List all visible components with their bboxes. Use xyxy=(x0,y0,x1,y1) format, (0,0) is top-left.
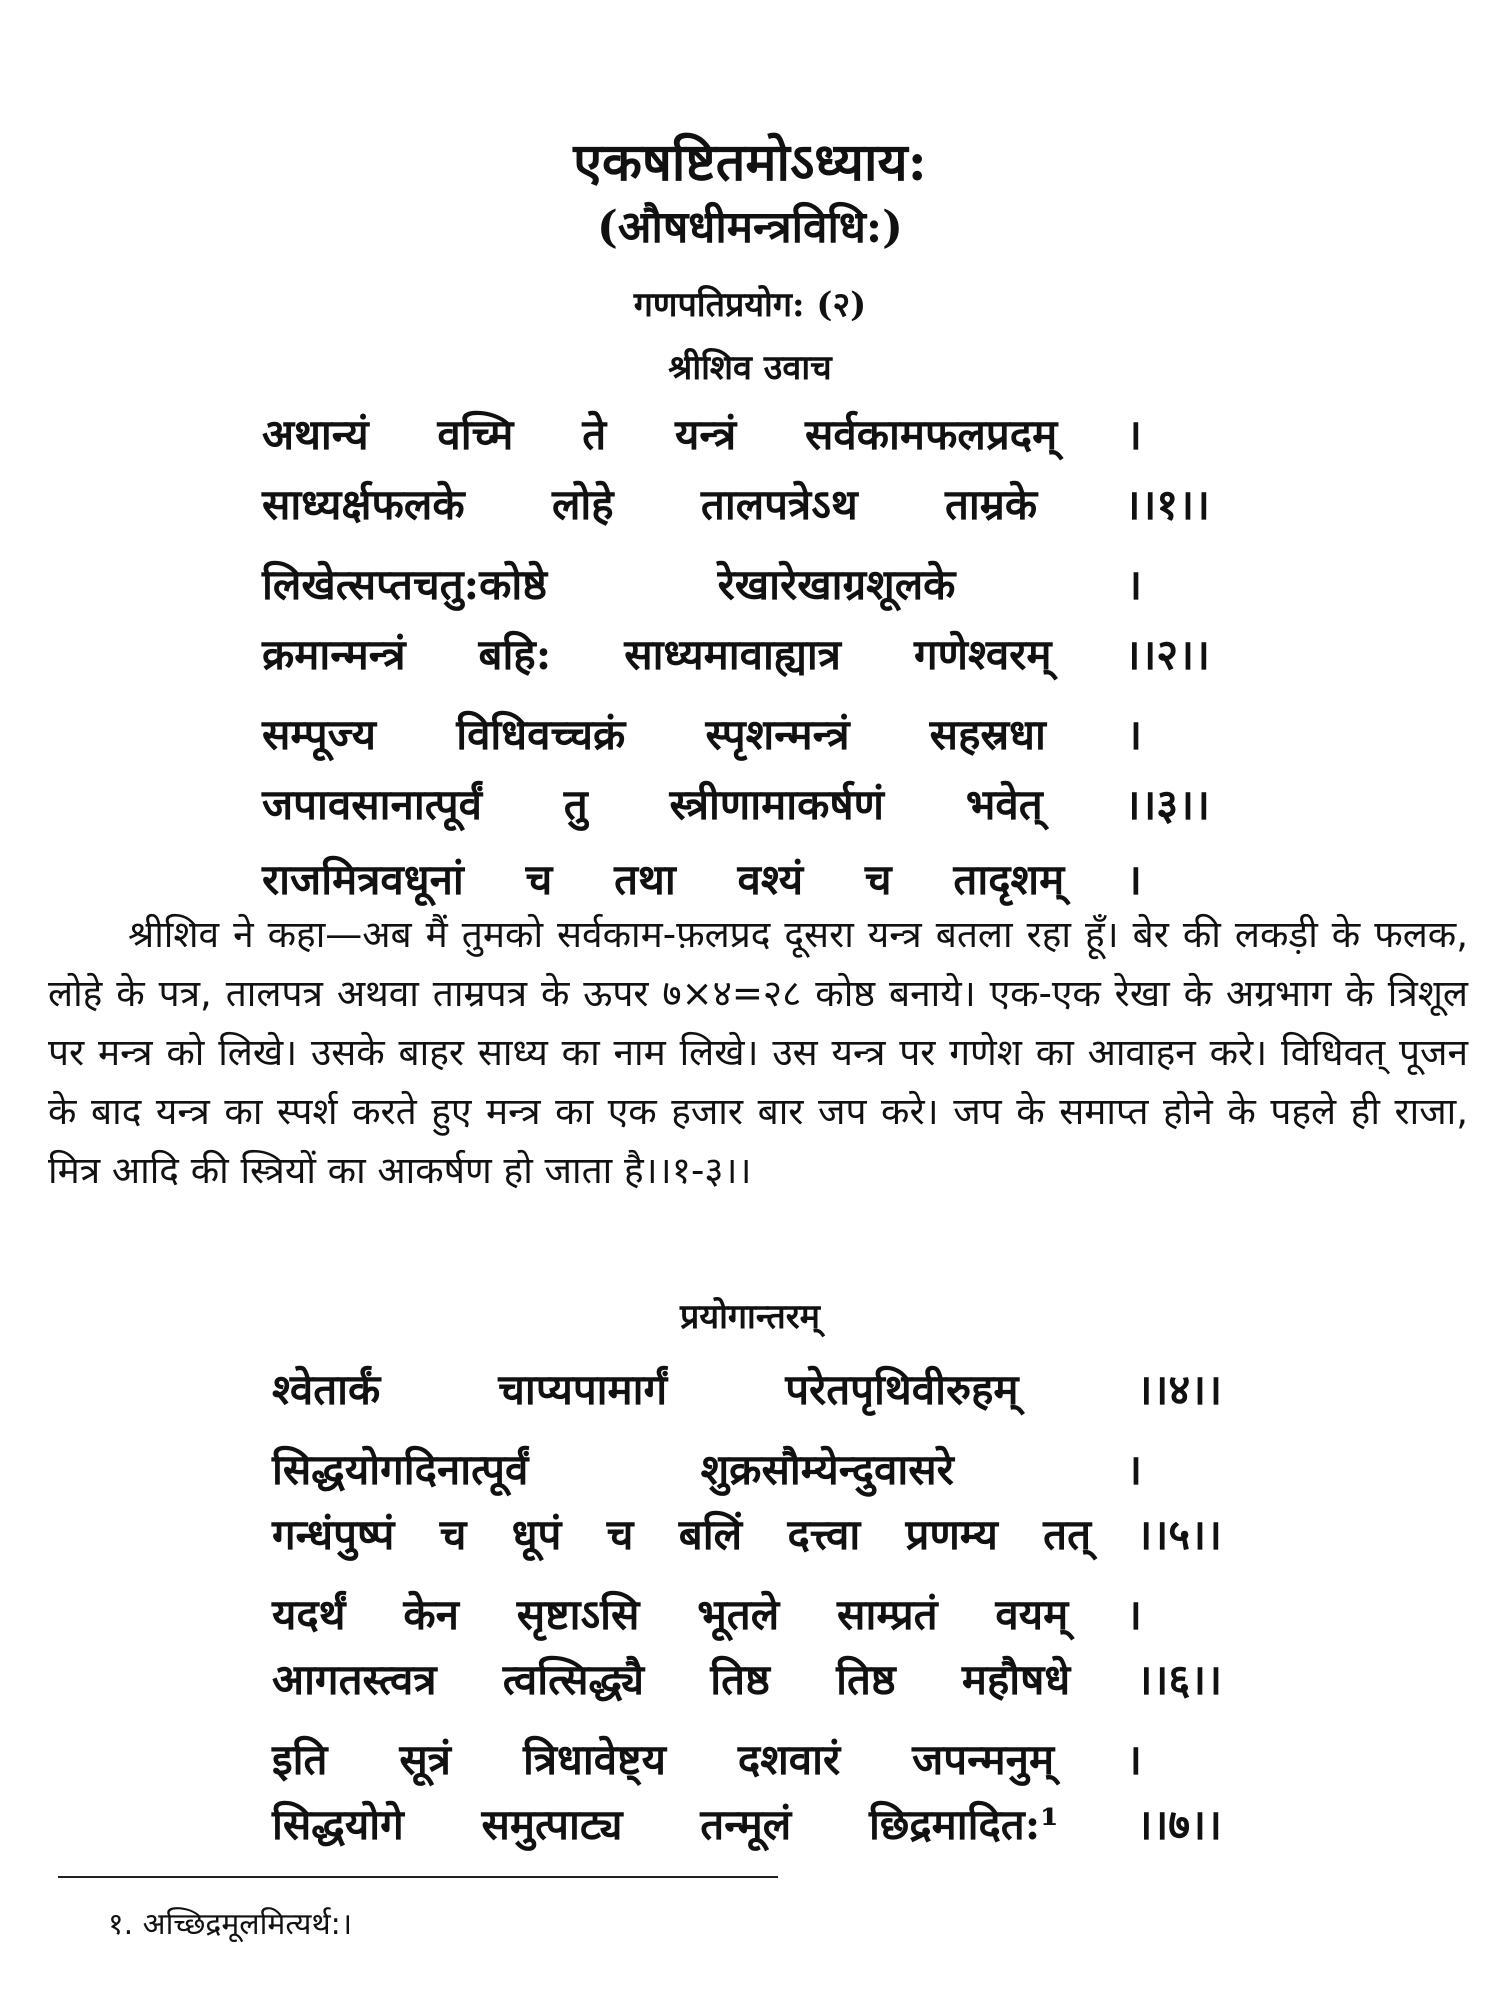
verse-word: ।।५।। xyxy=(1136,1510,1222,1559)
verse-word: त्रिधावेष्ट्य xyxy=(522,1735,666,1784)
verse-word: राजमित्रवधूनां xyxy=(262,855,464,904)
verse-line xyxy=(262,850,1142,907)
verse-line xyxy=(272,1730,1142,1787)
verse-word: ।।६।। xyxy=(1136,1655,1222,1704)
verse-word: । xyxy=(1126,1445,1142,1494)
verse-word: वश्यं xyxy=(737,855,804,904)
verse-word: शुक्रसौम्येन्दुवासरे xyxy=(700,1445,954,1494)
verse-word: च xyxy=(439,1510,467,1559)
verse-word: साध्यर्क्षफलके xyxy=(262,480,465,529)
verse-line xyxy=(262,555,1142,612)
verse-line xyxy=(272,1505,1222,1562)
verse-word: यन्त्रं xyxy=(674,410,737,459)
verse-word: लोहे xyxy=(551,480,614,529)
verse-word: सिद्धयोगदिनात्पूर्वं xyxy=(272,1445,529,1494)
verse-word: रेखारेखाग्रशूलके xyxy=(717,560,956,609)
verse-word: श्वेतार्कं xyxy=(272,1365,381,1414)
verse-word: ते xyxy=(582,410,607,459)
verse-word: त्वत्सिद्ध्यै xyxy=(502,1655,645,1704)
verse-word: । xyxy=(1126,560,1142,609)
verse-word: तन्मूलं xyxy=(700,1800,792,1849)
verse-line xyxy=(262,625,1210,682)
verse-word: आगतस्त्वत्र xyxy=(272,1655,437,1704)
verse-word: ।।४।। xyxy=(1136,1365,1222,1414)
verse-word: ।।३।। xyxy=(1124,780,1210,829)
verse-word: लिखेत्सप्तचतु:कोष्ठे xyxy=(262,560,547,609)
verse-word: ताम्रके xyxy=(944,480,1038,529)
verse-word: तु xyxy=(563,780,588,829)
verse-word: महौषधे xyxy=(961,1655,1071,1704)
verse-word: दशवारं xyxy=(737,1735,841,1784)
verse-word: तत् xyxy=(1043,1510,1092,1559)
verse-word: । xyxy=(1126,410,1142,459)
verse-word: प्रणम्य xyxy=(905,1510,998,1559)
verse-line xyxy=(272,1650,1222,1707)
verse-word: परेतपृथिवीरुहम् xyxy=(785,1365,1019,1414)
verse-word: साध्यमावाह्यात्र xyxy=(624,630,841,679)
verse-word: तादृशम् xyxy=(953,855,1065,904)
verse-word: क्रमान्मन्त्रं xyxy=(262,630,406,679)
verse-word: दत्त्वा xyxy=(787,1510,861,1559)
verse-word: विधिवच्चक्रं xyxy=(456,710,626,759)
verse-word: समुत्पाट्य xyxy=(481,1800,623,1849)
verse-word: भवेत् xyxy=(965,780,1043,829)
verse-word: वच्मि xyxy=(437,410,514,459)
verse-word: चाप्यपामार्गं xyxy=(498,1365,668,1414)
verse-line xyxy=(262,405,1142,462)
verse-word: तिष्ठ xyxy=(710,1655,770,1704)
verse-word: सिद्धयोगे xyxy=(272,1800,404,1849)
verse-line xyxy=(272,1360,1222,1417)
section-heading: गणपतिप्रयोग: (२) xyxy=(633,285,867,325)
verse-word: धूपं xyxy=(511,1510,562,1559)
verse-word: तथा xyxy=(614,855,676,904)
verse-word: सम्पूज्य xyxy=(262,710,377,759)
verse-word: केन xyxy=(403,1590,459,1639)
verse-word: । xyxy=(1126,1735,1142,1784)
verse-word: गन्धंपुष्पं xyxy=(272,1510,395,1559)
verse-word: सृष्टाऽसि xyxy=(516,1590,640,1639)
verse-word: स्पृशन्मन्त्रं xyxy=(705,710,850,759)
verse-word: । xyxy=(1126,1590,1142,1639)
section-heading-2: प्रयोगान्तरम् xyxy=(680,1297,820,1337)
speaker-heading: श्रीशिव उवाच xyxy=(668,348,832,388)
verse-word: वयम् xyxy=(995,1590,1069,1639)
verse-word: साम्प्रतं xyxy=(837,1590,938,1639)
verse-line xyxy=(262,475,1210,532)
verse-word: ।।७।। xyxy=(1136,1800,1222,1849)
footnote-divider xyxy=(58,1876,778,1878)
verse-word: ।।२।। xyxy=(1124,630,1210,679)
verse-word: च xyxy=(864,855,892,904)
verse-word: तिष्ठ xyxy=(836,1655,896,1704)
verse-word: सूत्रं xyxy=(399,1735,451,1784)
chapter-title: एकषष्टितमोऽध्याय: xyxy=(573,132,927,193)
verse-word: तालपत्रेऽथ xyxy=(700,480,858,529)
verse-word: छिद्रमादित:¹ xyxy=(869,1800,1059,1849)
verse-word: । xyxy=(1126,710,1142,759)
verse-word: जपन्मनुम् xyxy=(912,1735,1055,1784)
verse-line xyxy=(272,1440,1142,1497)
verse-word: बहि: xyxy=(478,630,552,679)
footnote: १. अच्छिद्रमूलमित्यर्थ:। xyxy=(108,1907,353,1942)
verse-line xyxy=(272,1585,1142,1642)
verse-word: ।।१।। xyxy=(1124,480,1210,529)
hindi-translation: श्रीशिव ने कहा—अब मैं तुमको सर्वकाम-फ़लप्रद दूसरा यन्त्र बतला रहा हूँ। बेर की लकड़ी के फलक, लोहे के पत्र, तालपत्र अथवा ताम्रपत्र के ऊपर ७×४=२८ कोष्ठ बनाये। एक-एक रेखा के अग्रभाग के त्रिशूल पर मन्त्र को लिखे। उसके बाहर साध्य का नाम लिखे। उस यन्त्र पर गणेश का आवाहन करे। विधिवत् पूजन के बाद यन्त्र का स्पर्श करते हुए मन्त्र का एक हजार बार जप करे। जप के समाप्त होने के पहले ही राजा, मित्र आदि की स्त्रियों का आकर्षण हो जाता है।।१-३।। xyxy=(48,913,1468,1192)
verse-word: अथान्यं xyxy=(262,410,369,459)
verse-word: स्त्रीणामाकर्षणं xyxy=(669,780,885,829)
verse-word: जपावसानात्पूर्वं xyxy=(262,780,482,829)
verse-word: सहस्रधा xyxy=(929,710,1046,759)
verse-word: । xyxy=(1126,855,1142,904)
verse-word: बलिं xyxy=(678,1510,743,1559)
verse-word: सर्वकामफलप्रदम् xyxy=(805,410,1058,459)
verse-word: गणेश्वरम् xyxy=(913,630,1052,679)
verse-word: भूतले xyxy=(697,1590,780,1639)
verse-line xyxy=(262,705,1142,762)
chapter-subtitle: (औषधीमन्त्रविधि:) xyxy=(597,202,903,253)
verse-word: इति xyxy=(272,1735,328,1784)
verse-line xyxy=(262,775,1210,832)
verse-line xyxy=(272,1795,1222,1852)
verse-word: यदर्थं xyxy=(272,1590,346,1639)
verse-word: च xyxy=(525,855,553,904)
verse-word: च xyxy=(606,1510,634,1559)
